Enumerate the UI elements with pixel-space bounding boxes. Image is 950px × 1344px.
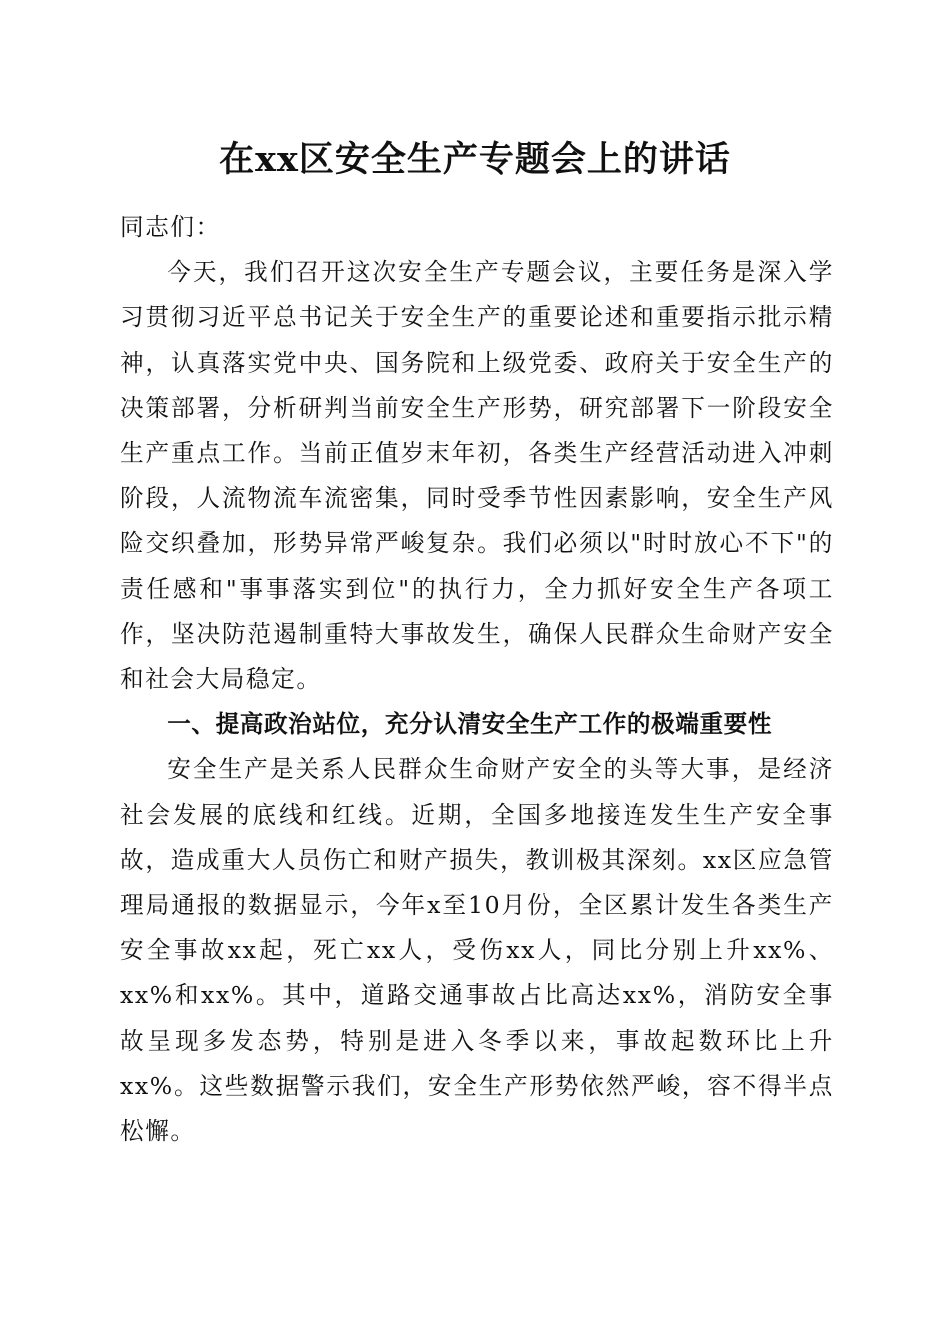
document-title: 在xx区安全生产专题会上的讲话 [219, 139, 731, 180]
section-1-heading: 一、提高政治站位，充分认清安全生产工作的极端重要性 [167, 710, 773, 739]
document-body [120, 205, 834, 1154]
intro-paragraph: 今天，我们召开这次安全生产专题会议，主要任务是深入学习贯彻习近平总书记关于安全生产的重要论述和重要指示批示精神，认真落实党中央、国务院和上级党委、政府关于安全生产的决策部署，分析研判当前安全生产形势，研究部署下一阶段安全生产重点工作。当前正值岁末年初，各类生产经营活动进入冲刺阶段，人流物流车流密集，同时受季节性因素影响，安全生产风险交织叠加，形势异常严峻复杂。我们必须以"时时放心不下"的责任感和"事事落实到位"的执行力，全力抓好安全生产各项工作，坚决防范遏制重特大事故发生，确保人民群众生命财产安全和社会大局稳定。 [120, 258, 834, 694]
section-1-paragraph: 安全生产是关系人民群众生命财产安全的头等大事，是经济社会发展的底线和红线。近期，全国多地接连发生生产安全事故，造成重大人员伤亡和财产损失，教训极其深刻。xx区应急管理局通报的数据显示，今年x至10月份，全区累计发生各类生产安全事故xx起，死亡xx人，受伤xx人，同比分别上升xx%、xx%和xx%。其中，道路交通事故占比高达xx%，消防安全事故呈现多发态势，特别是进入冬季以来，事故起数环比上升xx%。这些数据警示我们，安全生产形势依然严峻，容不得半点松懈。 [120, 755, 834, 1146]
salutation: 同志们： [120, 213, 221, 241]
